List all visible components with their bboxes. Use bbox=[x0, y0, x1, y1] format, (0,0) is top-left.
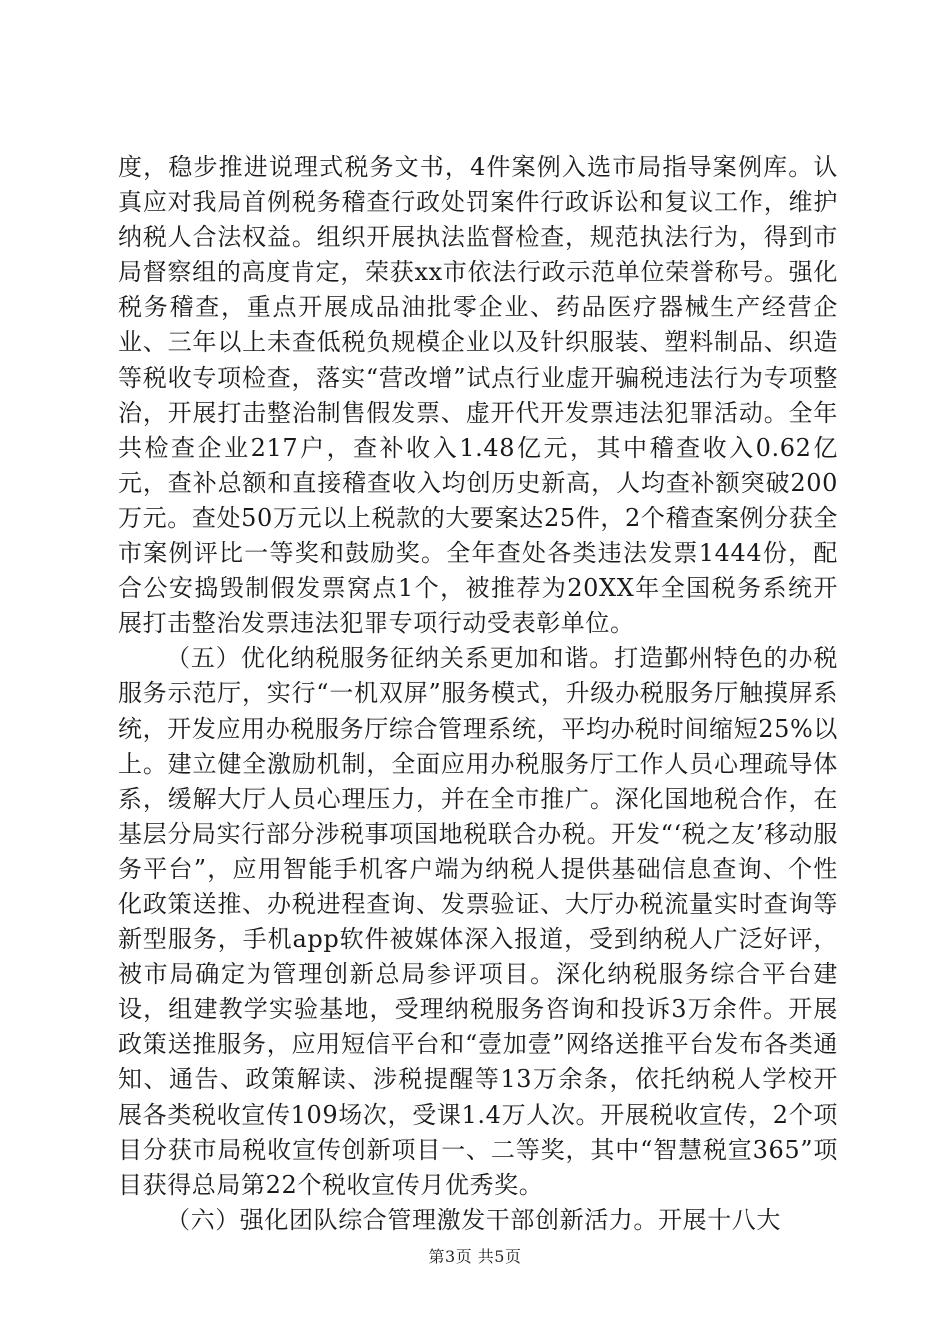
paragraph-section-six: （六）强化团队综合管理激发干部创新活力。开展十八大 bbox=[166, 1205, 781, 1234]
paragraph-continuation: 度，稳步推进说理式税务文书，4件案例入选市局指导案例库。认真应对我局首例税务稽查行政处罚案件行政诉讼和复议工作，维护纳税人合法权益。组织开展执法监督检查，规范执法行为，得到市局督察组的高度肯定，荣获xx市依法行政示范单位荣誉称号。强化税务稽查，重点开展成品油批零企业、药品医疗器械生产经营企业、三年以上未查低税负规模企业以及针织服装、塑料制品、织造等税收专项检查，落实“营改增”试点行业虚开骗税违法行为专项整治，开展打击整治制售假发票、虚开代开发票违法犯罪活动。全年共检查企业217户，查补收入1.48亿元，其中稽查收入0.62亿元，查补总额和直接稽查收入均创历史新高，人均查补额突破200万元。查处50万元以上税款的大要案达25件，2个稽查案例分获全市案例评比一等奖和鼓励奖。全年查处各类违法发票1444份，配合公安捣毁制假发票窝点1个，被推荐为20XX年全国税务系统开展打击整治发票违法犯罪专项行动受表彰单位。 bbox=[118, 153, 838, 638]
page-footer: 第3页 共5页 bbox=[428, 1247, 522, 1266]
paragraph-section-five: （五）优化纳税服务征纳关系更加和谐。打造鄞州特色的办税服务示范厅，实行“一机双屏”服务模式，升级办税服务厅触摸屏系统，开发应用办税服务厅综合管理系统，平均办税时间缩短25%以上。建立健全激励机制，全面应用办税服务厅工作人员心理疏导体系，缓解大厅人员心理压力，并在全市推广。深化国地税合作，在基层分局实行部分涉税事项国地税联合办税。开发“‘税之友’移动服务平台”，应用智能手机客户端为纳税人提供基础信息查询、个性化政策送推、办税进程查询、发票验证、大厅办税流量实时查询等新型服务，手机app软件被媒体深入报道，受到纳税人广泛好评，被市局确定为管理创新总局参评项目。深化纳税服务综合平台建设，组建教学实验基地，受理纳税服务咨询和投诉3万余件。开展政策送推服务，应用短信平台和“壹加壹”网络送推平台发布各类通知、通告、政策解读、涉税提醒等13万余条，依托纳税人学校开展各类税收宣传109场次，受课1.4万人次。开展税收宣传，2个项目分获市局税收宣传创新项目一、二等奖，其中“智慧税宣365”项目获得总局第22个税收宣传月优秀奖。 bbox=[118, 644, 838, 1199]
body-text bbox=[118, 150, 838, 1238]
